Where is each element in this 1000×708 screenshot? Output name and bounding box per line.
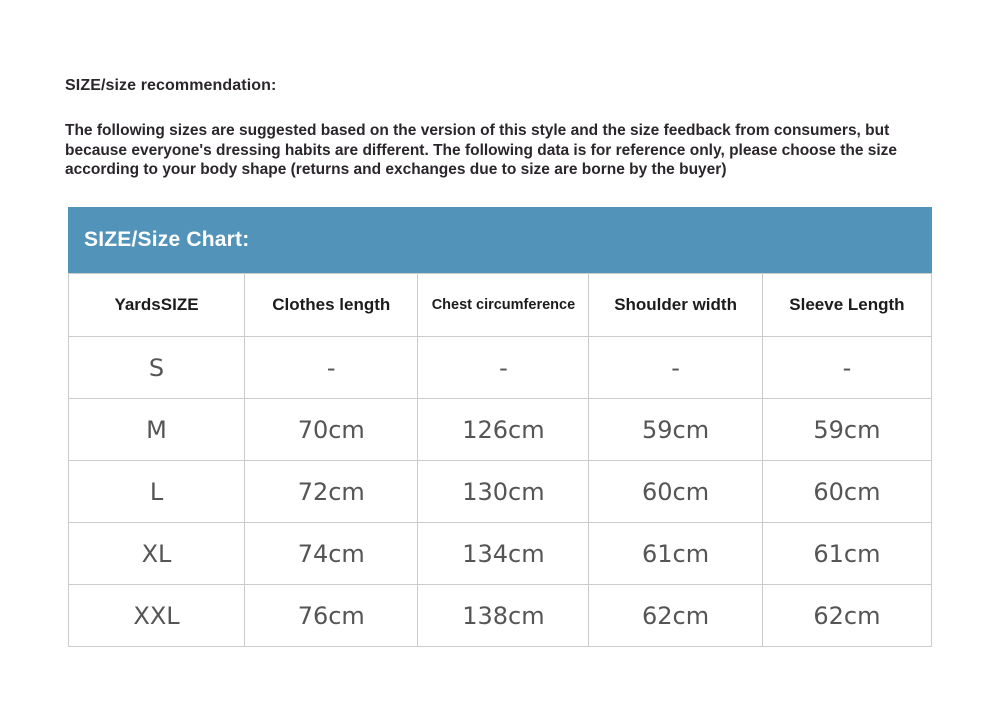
table-cell: - bbox=[762, 337, 931, 399]
table-cell: 59cm bbox=[762, 399, 931, 461]
size-label-cell: M bbox=[69, 399, 245, 461]
table-cell: - bbox=[245, 337, 418, 399]
column-header-chest-circumference: Chest circumference bbox=[418, 274, 589, 337]
table-cell: 76cm bbox=[245, 585, 418, 647]
size-table-head bbox=[69, 274, 932, 337]
column-header-yards-size: YardsSIZE bbox=[69, 274, 245, 337]
table-cell: 70cm bbox=[245, 399, 418, 461]
table-cell: 62cm bbox=[762, 585, 931, 647]
table-row-xxl bbox=[69, 585, 932, 647]
table-cell: 138cm bbox=[418, 585, 589, 647]
size-chart bbox=[68, 207, 932, 647]
table-cell: 72cm bbox=[245, 461, 418, 523]
table-cell: 59cm bbox=[589, 399, 762, 461]
size-chart-title: SIZE/Size Chart: bbox=[84, 228, 250, 251]
size-table-body bbox=[69, 337, 932, 647]
table-row-xl bbox=[69, 523, 932, 585]
table-cell: 134cm bbox=[418, 523, 589, 585]
table-cell: 130cm bbox=[418, 461, 589, 523]
table-cell: 60cm bbox=[762, 461, 931, 523]
size-table bbox=[68, 273, 932, 647]
table-cell: - bbox=[589, 337, 762, 399]
size-label-cell: L bbox=[69, 461, 245, 523]
table-cell: 62cm bbox=[589, 585, 762, 647]
table-cell: 126cm bbox=[418, 399, 589, 461]
table-cell: 60cm bbox=[589, 461, 762, 523]
column-header-sleeve-length: Sleeve Length bbox=[762, 274, 931, 337]
size-recommendation-heading: SIZE/size recommendation: bbox=[65, 77, 277, 94]
column-header-clothes-length: Clothes length bbox=[245, 274, 418, 337]
table-cell: 61cm bbox=[589, 523, 762, 585]
table-row-l bbox=[69, 461, 932, 523]
table-cell: 74cm bbox=[245, 523, 418, 585]
size-chart-title-bar bbox=[68, 207, 932, 273]
table-cell: - bbox=[418, 337, 589, 399]
table-row-m bbox=[69, 399, 932, 461]
table-cell: 61cm bbox=[762, 523, 931, 585]
table-row-s bbox=[69, 337, 932, 399]
size-label-cell: XXL bbox=[69, 585, 245, 647]
size-label-cell: XL bbox=[69, 523, 245, 585]
size-recommendation-paragraph: The following sizes are suggested based on the version of this style and the size feedback from consumers, but because everyone's dressing habits are different. The following data is for reference only, please choose the size according to your body shape (returns and exchanges due to size are borne by the buyer) bbox=[65, 122, 898, 178]
size-label-cell: S bbox=[69, 337, 245, 399]
header-row bbox=[69, 274, 932, 337]
column-header-shoulder-width: Shoulder width bbox=[589, 274, 762, 337]
